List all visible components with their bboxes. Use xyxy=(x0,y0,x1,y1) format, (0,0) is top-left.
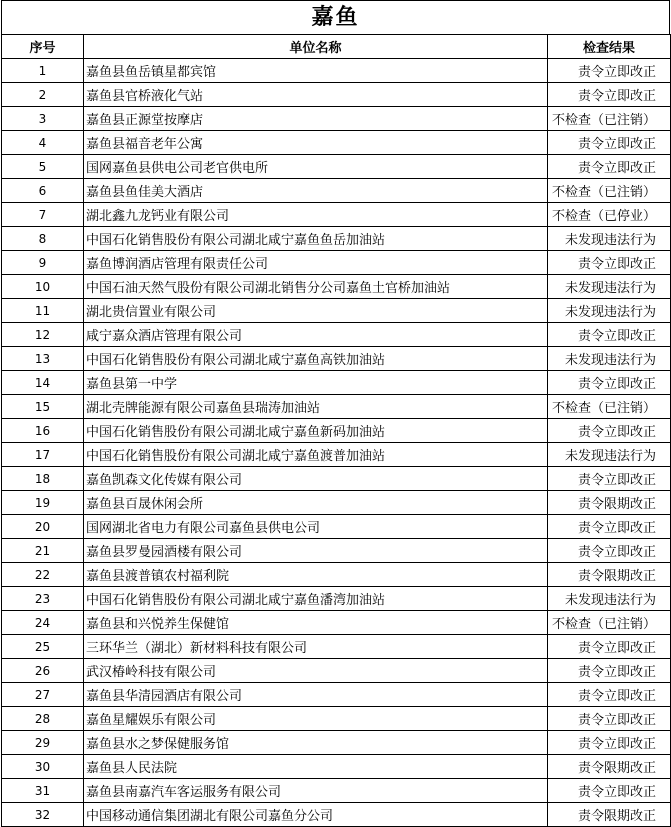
table-row xyxy=(2,227,671,251)
unit-name: 嘉鱼县渡普镇农村福利院 xyxy=(84,563,548,587)
unit-name: 嘉鱼博润酒店管理有限责任公司 xyxy=(84,251,548,275)
table-body xyxy=(2,59,671,827)
table-row xyxy=(2,731,671,755)
table-row xyxy=(2,179,671,203)
table-row xyxy=(2,83,671,107)
unit-name: 国网湖北省电力有限公司嘉鱼县供电公司 xyxy=(84,515,548,539)
table-row xyxy=(2,491,671,515)
header-row xyxy=(2,35,671,59)
unit-name: 嘉鱼县第一中学 xyxy=(84,371,548,395)
table-row xyxy=(2,587,671,611)
row-number: 26 xyxy=(2,659,84,683)
row-number: 25 xyxy=(2,635,84,659)
inspection-result: 责令立即改正 xyxy=(548,683,671,707)
row-number: 4 xyxy=(2,131,84,155)
table-row xyxy=(2,539,671,563)
row-number: 31 xyxy=(2,779,84,803)
row-number: 22 xyxy=(2,563,84,587)
row-number: 32 xyxy=(2,803,84,827)
inspection-result: 责令立即改正 xyxy=(548,419,671,443)
table-row xyxy=(2,251,671,275)
inspection-result: 未发现违法行为 xyxy=(548,347,671,371)
table-row xyxy=(2,755,671,779)
row-number: 6 xyxy=(2,179,84,203)
row-number: 9 xyxy=(2,251,84,275)
table-row xyxy=(2,107,671,131)
unit-name: 嘉鱼县罗曼园酒楼有限公司 xyxy=(84,539,548,563)
unit-name: 三环华兰（湖北）新材料科技有限公司 xyxy=(84,635,548,659)
table-row xyxy=(2,707,671,731)
inspection-result: 未发现违法行为 xyxy=(548,275,671,299)
unit-name: 武汉椿岭科技有限公司 xyxy=(84,659,548,683)
inspection-result: 责令立即改正 xyxy=(548,635,671,659)
inspection-result: 责令立即改正 xyxy=(548,539,671,563)
inspection-result: 不检查（已注销） xyxy=(548,395,671,419)
table-row xyxy=(2,659,671,683)
inspection-result: 责令立即改正 xyxy=(548,467,671,491)
row-number: 8 xyxy=(2,227,84,251)
unit-name: 中国石化销售股份有限公司湖北咸宁嘉鱼渡普加油站 xyxy=(84,443,548,467)
inspection-result: 未发现违法行为 xyxy=(548,299,671,323)
inspection-result: 责令立即改正 xyxy=(548,251,671,275)
inspection-result: 责令限期改正 xyxy=(548,803,671,827)
row-number: 14 xyxy=(2,371,84,395)
unit-name: 嘉鱼县官桥液化气站 xyxy=(84,83,548,107)
unit-name: 国网嘉鱼县供电公司老官供电所 xyxy=(84,155,548,179)
row-number: 30 xyxy=(2,755,84,779)
row-number: 12 xyxy=(2,323,84,347)
inspection-result: 责令立即改正 xyxy=(548,731,671,755)
inspection-result: 责令立即改正 xyxy=(548,323,671,347)
row-number: 2 xyxy=(2,83,84,107)
unit-name: 嘉鱼县鱼岳镇星都宾馆 xyxy=(84,59,548,83)
table-row xyxy=(2,155,671,179)
row-number: 20 xyxy=(2,515,84,539)
table-row xyxy=(2,611,671,635)
row-number: 16 xyxy=(2,419,84,443)
row-number: 18 xyxy=(2,467,84,491)
inspection-result: 不检查（已注销） xyxy=(548,179,671,203)
inspection-result: 不检查（已停业） xyxy=(548,203,671,227)
unit-name: 咸宁嘉众酒店管理有限公司 xyxy=(84,323,548,347)
unit-name: 嘉鱼凯森文化传媒有限公司 xyxy=(84,467,548,491)
unit-name: 中国石化销售股份有限公司湖北咸宁嘉鱼高铁加油站 xyxy=(84,347,548,371)
table-row xyxy=(2,803,671,827)
table-row xyxy=(2,131,671,155)
inspection-result: 不检查（已注销） xyxy=(548,107,671,131)
row-number: 19 xyxy=(2,491,84,515)
unit-name: 湖北鑫九龙钙业有限公司 xyxy=(84,203,548,227)
unit-name: 嘉鱼县南嘉汽车客运服务有限公司 xyxy=(84,779,548,803)
row-number: 3 xyxy=(2,107,84,131)
inspection-result: 责令立即改正 xyxy=(548,59,671,83)
row-number: 15 xyxy=(2,395,84,419)
unit-name: 嘉鱼县人民法院 xyxy=(84,755,548,779)
inspection-result: 责令限期改正 xyxy=(548,755,671,779)
row-number: 13 xyxy=(2,347,84,371)
row-number: 11 xyxy=(2,299,84,323)
table-row xyxy=(2,59,671,83)
row-number: 7 xyxy=(2,203,84,227)
header-result: 检查结果 xyxy=(548,35,671,59)
row-number: 17 xyxy=(2,443,84,467)
unit-name: 湖北壳牌能源有限公司嘉鱼县瑞涛加油站 xyxy=(84,395,548,419)
header-name: 单位名称 xyxy=(84,35,548,59)
inspection-table xyxy=(1,34,671,827)
inspection-sheet xyxy=(1,0,670,827)
row-number: 1 xyxy=(2,59,84,83)
inspection-result: 责令立即改正 xyxy=(548,515,671,539)
table-row xyxy=(2,323,671,347)
unit-name: 嘉鱼县华清园酒店有限公司 xyxy=(84,683,548,707)
inspection-result: 未发现违法行为 xyxy=(548,443,671,467)
inspection-result: 不检查（已注销） xyxy=(548,611,671,635)
row-number: 5 xyxy=(2,155,84,179)
unit-name: 嘉鱼县正源堂按摩店 xyxy=(84,107,548,131)
unit-name: 中国移动通信集团湖北有限公司嘉鱼分公司 xyxy=(84,803,548,827)
table-row xyxy=(2,443,671,467)
inspection-result: 责令立即改正 xyxy=(548,779,671,803)
inspection-result: 责令限期改正 xyxy=(548,491,671,515)
table-row xyxy=(2,467,671,491)
unit-name: 中国石油天然气股份有限公司湖北销售分公司嘉鱼土官桥加油站 xyxy=(84,275,548,299)
unit-name: 嘉鱼县和兴悦养生保健馆 xyxy=(84,611,548,635)
table-row xyxy=(2,419,671,443)
table-row xyxy=(2,635,671,659)
table-row xyxy=(2,347,671,371)
table-row xyxy=(2,563,671,587)
inspection-result: 责令立即改正 xyxy=(548,131,671,155)
table-row xyxy=(2,683,671,707)
inspection-result: 责令立即改正 xyxy=(548,659,671,683)
unit-name: 嘉鱼县百晟休闲会所 xyxy=(84,491,548,515)
sheet-title: 嘉鱼 xyxy=(1,0,670,34)
row-number: 27 xyxy=(2,683,84,707)
unit-name: 嘉鱼县鱼佳美大酒店 xyxy=(84,179,548,203)
unit-name: 中国石化销售股份有限公司湖北咸宁嘉鱼新码加油站 xyxy=(84,419,548,443)
inspection-result: 责令限期改正 xyxy=(548,563,671,587)
table-row xyxy=(2,203,671,227)
unit-name: 嘉鱼县福音老年公寓 xyxy=(84,131,548,155)
row-number: 23 xyxy=(2,587,84,611)
inspection-result: 责令立即改正 xyxy=(548,371,671,395)
inspection-result: 未发现违法行为 xyxy=(548,587,671,611)
row-number: 28 xyxy=(2,707,84,731)
unit-name: 嘉鱼星耀娱乐有限公司 xyxy=(84,707,548,731)
inspection-result: 责令立即改正 xyxy=(548,155,671,179)
unit-name: 中国石化销售股份有限公司湖北咸宁嘉鱼潘湾加油站 xyxy=(84,587,548,611)
unit-name: 中国石化销售股份有限公司湖北咸宁嘉鱼鱼岳加油站 xyxy=(84,227,548,251)
row-number: 10 xyxy=(2,275,84,299)
inspection-result: 责令立即改正 xyxy=(548,707,671,731)
table-row xyxy=(2,371,671,395)
unit-name: 湖北贵信置业有限公司 xyxy=(84,299,548,323)
row-number: 24 xyxy=(2,611,84,635)
row-number: 29 xyxy=(2,731,84,755)
inspection-result: 责令立即改正 xyxy=(548,83,671,107)
table-row xyxy=(2,395,671,419)
row-number: 21 xyxy=(2,539,84,563)
header-no: 序号 xyxy=(2,35,84,59)
table-row xyxy=(2,515,671,539)
table-row xyxy=(2,779,671,803)
inspection-result: 未发现违法行为 xyxy=(548,227,671,251)
table-row xyxy=(2,299,671,323)
unit-name: 嘉鱼县水之梦保健服务馆 xyxy=(84,731,548,755)
table-row xyxy=(2,275,671,299)
